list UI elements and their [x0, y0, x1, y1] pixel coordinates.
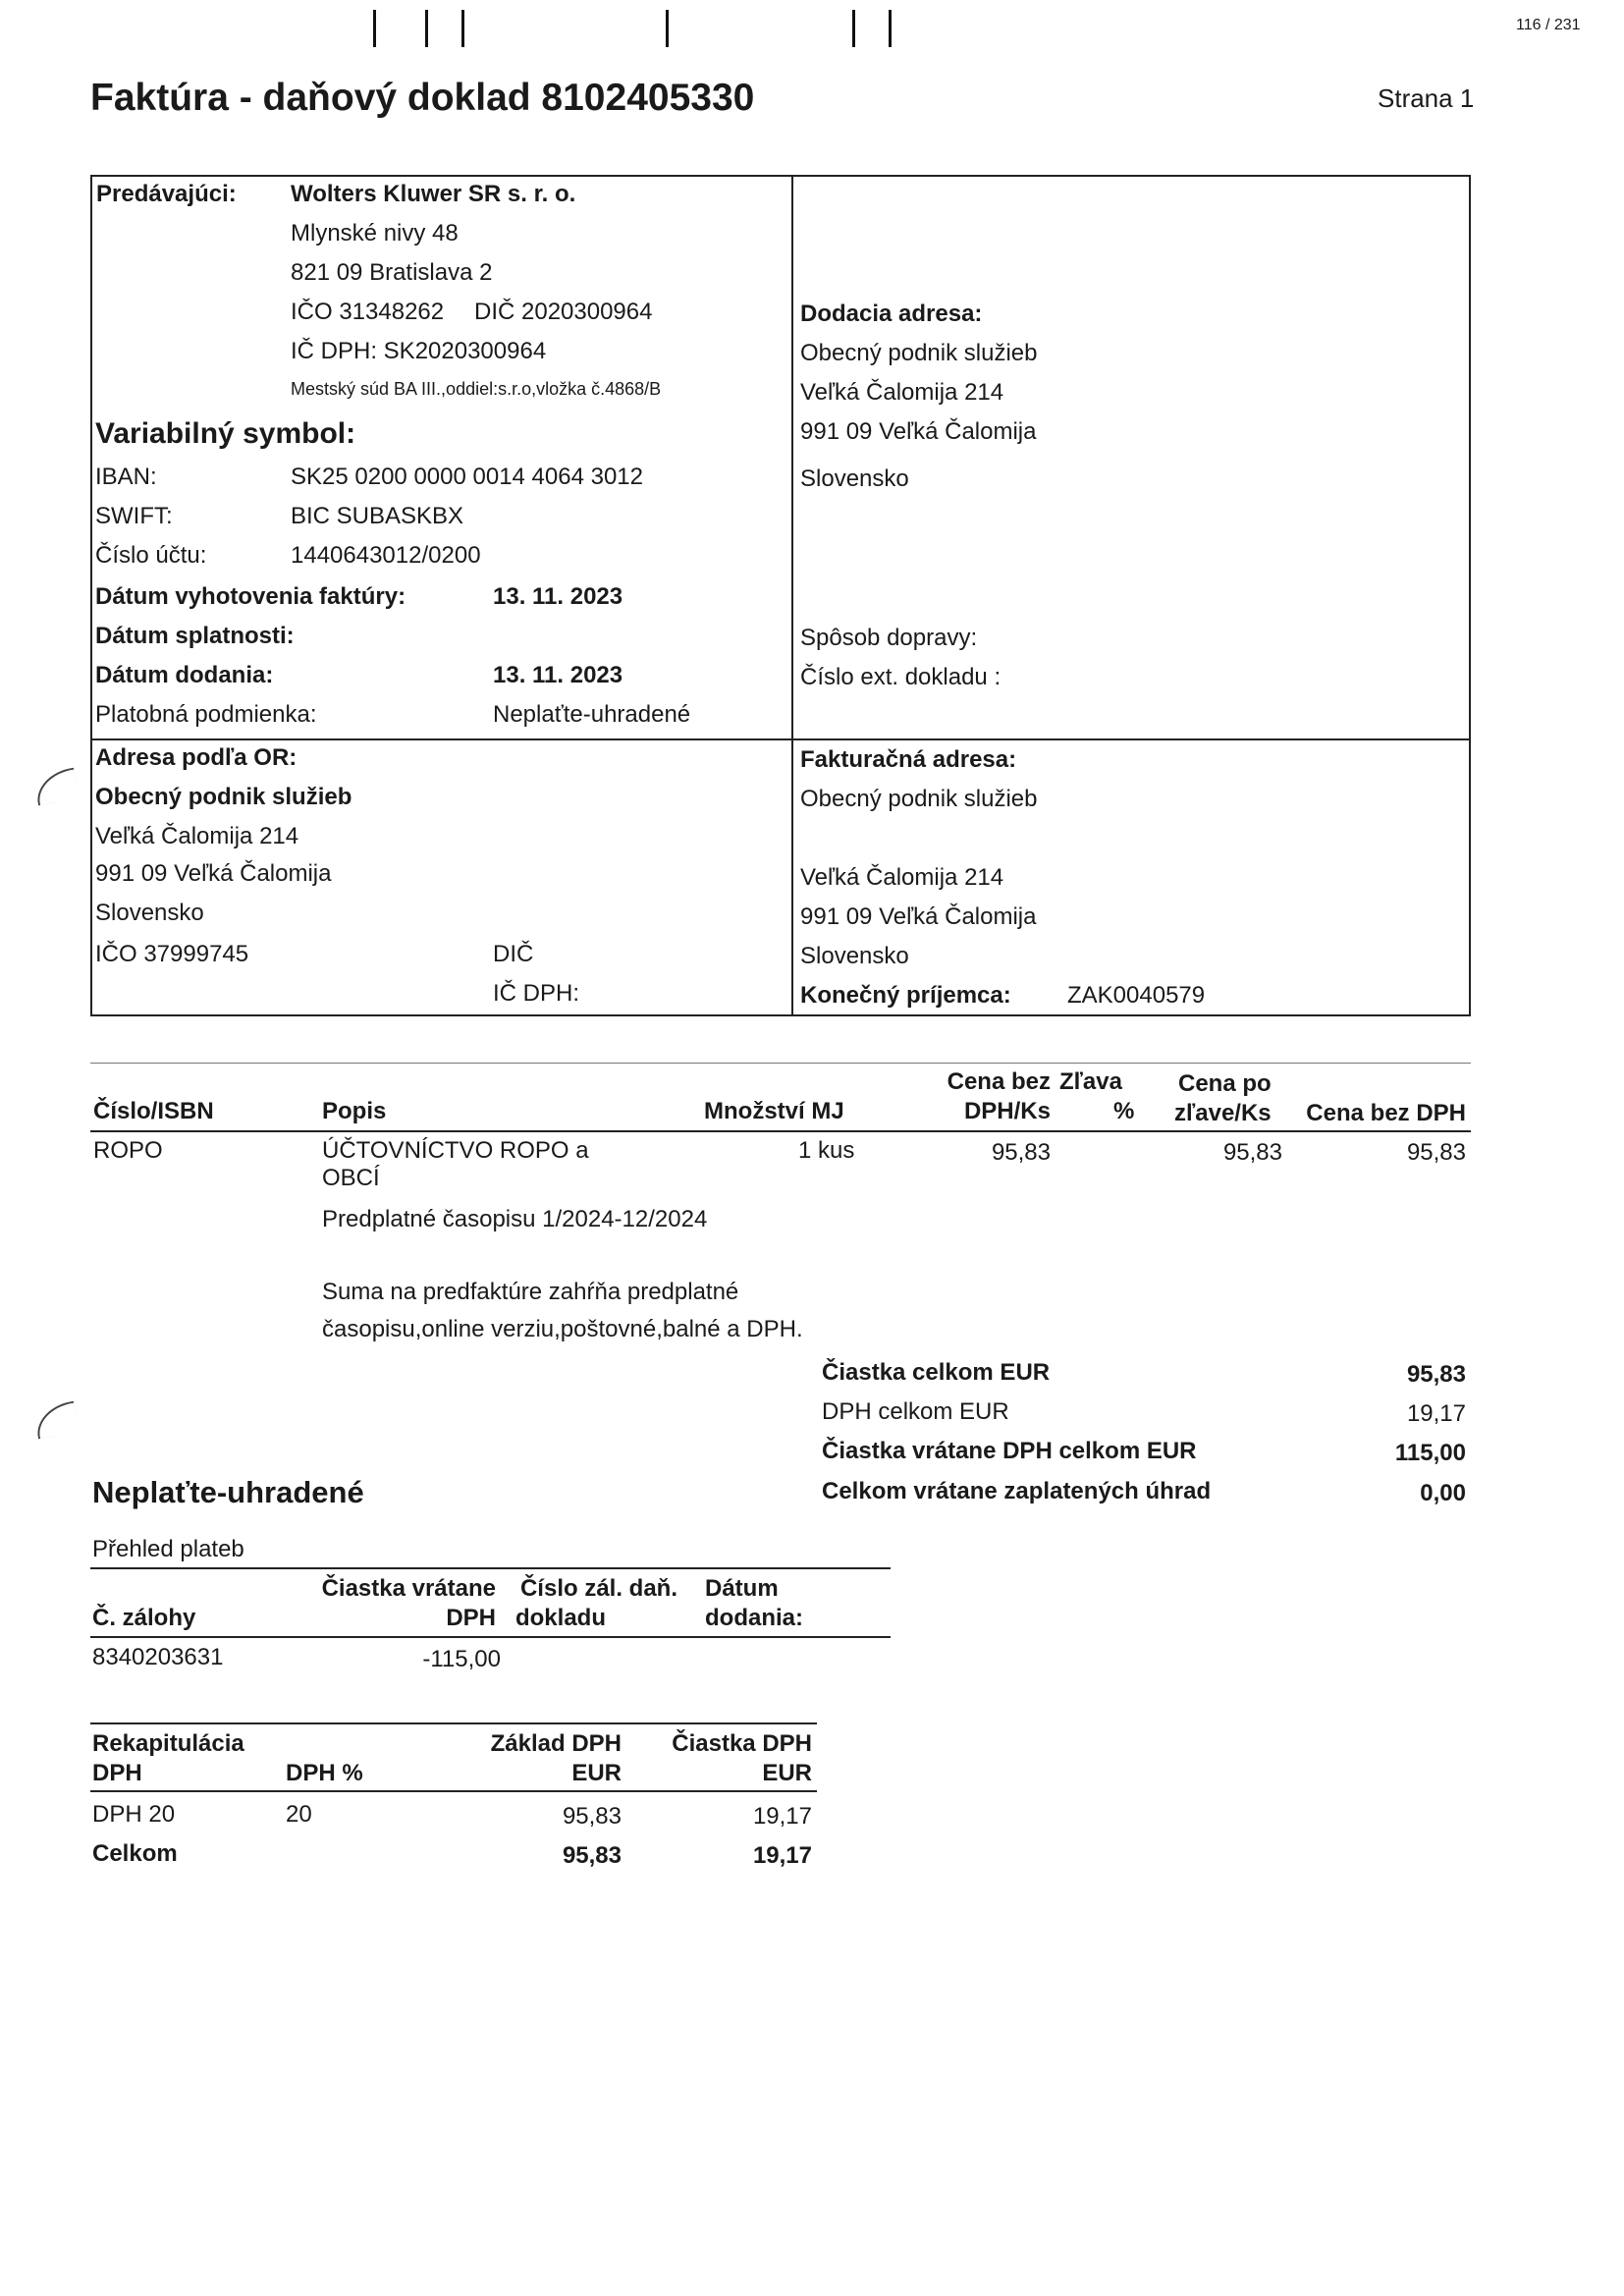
item-after-discount: 95,83	[1222, 1139, 1282, 1166]
transport-method-label: Spôsob dopravy:	[800, 625, 978, 651]
item-total: 95,83	[1406, 1139, 1466, 1166]
page-label: Strana 1	[1378, 83, 1475, 113]
recap-total-label: Celkom	[92, 1840, 178, 1867]
customer-ico: IČO 37999745	[95, 941, 249, 967]
iban-label: IBAN:	[95, 464, 157, 490]
incl-vat-total: 115,00	[1394, 1440, 1466, 1466]
recap-total-base: 95,83	[562, 1842, 622, 1869]
issue-date: 13. 11. 2023	[493, 583, 623, 610]
delivery-date: 13. 11. 2023	[493, 662, 623, 688]
or-address-country: Slovensko	[95, 900, 204, 926]
col-discount-line1: Zľava	[1059, 1068, 1122, 1095]
amount-total-label: Čiastka celkom EUR	[822, 1359, 1051, 1386]
vat-total: 19,17	[1406, 1400, 1466, 1427]
table-rule	[90, 1636, 891, 1638]
invoice-title: Faktúra - daňový doklad 8102405330	[90, 77, 755, 119]
scan-mark	[425, 10, 428, 47]
table-rule	[90, 1722, 817, 1724]
billing-address-city: 991 09 Veľká Čalomija	[800, 903, 1037, 930]
col-deposit-amount-line2: DPH	[446, 1605, 496, 1631]
customer-dic-label: DIČ	[493, 941, 534, 967]
col-after-discount-line1: Cena po	[1178, 1070, 1272, 1097]
delivery-address-label: Dodacia adresa:	[800, 301, 983, 327]
box-border	[90, 738, 1471, 740]
col-code: Číslo/ISBN	[93, 1098, 214, 1124]
item-price: 95,83	[991, 1139, 1051, 1166]
recap-col-vat-line1: Čiastka DPH	[672, 1730, 812, 1757]
item-note: Suma na predfaktúre zahŕňa predplatné	[322, 1279, 739, 1305]
scan-mark	[373, 10, 376, 47]
payments-title: Přehled plateb	[92, 1536, 244, 1562]
box-border	[90, 1014, 1471, 1016]
seller-street: Mlynské nivy 48	[291, 220, 459, 246]
account-value: 1440643012/0200	[291, 542, 481, 569]
table-rule	[90, 1567, 891, 1569]
payment-status: Neplaťte-uhradené	[92, 1475, 364, 1509]
incl-vat-total-label: Čiastka vrátane DPH celkom EUR	[822, 1438, 1197, 1464]
recap-col-pct: DPH %	[286, 1760, 363, 1786]
seller-label: Predávajúci:	[96, 181, 237, 207]
col-price-line1: Cena bez	[947, 1068, 1051, 1095]
or-address-name: Obecný podnik služieb	[95, 784, 352, 810]
swift-label: SWIFT:	[95, 503, 173, 529]
iban-value: SK25 0200 0000 0014 4064 3012	[291, 464, 644, 490]
deposit-amount: -115,00	[422, 1646, 501, 1672]
recap-row-base: 95,83	[562, 1803, 622, 1830]
table-rule	[90, 1790, 817, 1792]
seller-name: Wolters Kluwer SR s. r. o.	[291, 181, 576, 207]
delivery-address-line: Slovensko	[800, 465, 909, 492]
deposit-no: 8340203631	[92, 1644, 224, 1670]
item-note: Predplatné časopisu 1/2024-12/2024	[322, 1206, 708, 1232]
delivery-address-line: Veľká Čalomija 214	[800, 379, 1004, 406]
box-border	[90, 175, 1471, 177]
final-recipient-label: Konečný príjemca:	[800, 982, 1011, 1009]
recap-header-line1: Rekapitulácia	[92, 1730, 244, 1757]
box-border	[90, 175, 92, 1016]
vat-total-label: DPH celkom EUR	[822, 1398, 1009, 1425]
col-deposit-doc-line2: dokladu	[514, 1605, 606, 1631]
seller-dic: DIČ 2020300964	[474, 299, 653, 325]
recap-total-vat: 19,17	[752, 1842, 812, 1869]
delivery-address-line: 991 09 Veľká Čalomija	[800, 418, 1037, 445]
punch-hole-mark	[33, 1401, 80, 1440]
variable-symbol-label: Variabilný symbol:	[95, 417, 356, 450]
paid-total-label: Celkom vrátane zaplatených úhrad	[822, 1478, 1212, 1504]
col-qty: Množství MJ	[704, 1098, 844, 1124]
billing-address-country: Slovensko	[800, 943, 909, 969]
due-date-label: Dátum splatnosti:	[95, 623, 295, 649]
amount-total: 95,83	[1406, 1361, 1466, 1388]
box-border	[1469, 175, 1471, 1016]
table-rule	[90, 1130, 1471, 1132]
col-after-discount-line2: zľave/Ks	[1174, 1100, 1272, 1126]
recap-col-base-line2: EUR	[571, 1760, 622, 1786]
table-rule	[90, 1063, 1471, 1064]
recap-row-label: DPH 20	[92, 1801, 176, 1828]
swift-value: BIC SUBASKBX	[291, 503, 464, 529]
col-deposit-doc-line1: Číslo zál. daň.	[519, 1575, 677, 1602]
seller-icdph: IČ DPH: SK2020300964	[291, 338, 547, 364]
scan-mark	[666, 10, 669, 47]
item-desc-line2: OBCÍ	[322, 1165, 380, 1191]
billing-address-street: Veľká Čalomija 214	[800, 864, 1004, 891]
delivery-date-label: Dátum dodania:	[95, 662, 274, 688]
col-deposit-amount-line1: Čiastka vrátane	[321, 1575, 496, 1602]
item-note: časopisu,online verziu,poštovné,balné a DPH.	[322, 1316, 803, 1342]
punch-hole-mark	[33, 768, 80, 806]
issue-date-label: Dátum vyhotovenia faktúry:	[95, 583, 406, 610]
paid-total: 0,00	[1420, 1480, 1466, 1506]
recap-header-line2: DPH	[92, 1760, 142, 1786]
customer-icdph-label: IČ DPH:	[493, 980, 580, 1007]
scan-mark	[889, 10, 892, 47]
recap-col-vat-line2: EUR	[762, 1760, 812, 1786]
col-deposit-no: Č. zálohy	[92, 1605, 196, 1631]
billing-address-name: Obecný podnik služieb	[800, 786, 1038, 812]
col-price-line2: DPH/Ks	[963, 1098, 1051, 1124]
scan-mark	[461, 10, 464, 47]
or-address-label: Adresa podľa OR:	[95, 744, 298, 771]
ext-doc-label: Číslo ext. dokladu :	[800, 664, 1001, 690]
item-qty: 1 kus	[798, 1137, 855, 1164]
col-total: Cena bez DPH	[1306, 1100, 1466, 1126]
item-desc-line1: ÚČTOVNÍCTVO ROPO a	[322, 1137, 589, 1164]
delivery-address-line: Obecný podnik služieb	[800, 340, 1038, 366]
col-deposit-date-line2: dodania:	[705, 1605, 803, 1631]
col-deposit-date-line1: Dátum	[705, 1575, 779, 1602]
recap-row-pct: 20	[286, 1801, 312, 1828]
account-label: Číslo účtu:	[95, 542, 207, 569]
page-counter: 116 / 231	[1516, 17, 1581, 33]
seller-city: 821 09 Bratislava 2	[291, 259, 493, 286]
col-discount-line2: %	[1113, 1098, 1135, 1124]
final-recipient: ZAK0040579	[1067, 982, 1206, 1009]
payment-terms: Neplaťte-uhradené	[493, 701, 691, 728]
or-address-street: Veľká Čalomija 214	[95, 823, 299, 849]
payment-terms-label: Platobná podmienka:	[95, 701, 317, 728]
seller-ico: IČO 31348262	[291, 299, 445, 325]
box-border	[791, 175, 793, 1016]
recap-row-vat: 19,17	[752, 1803, 812, 1830]
col-desc: Popis	[322, 1098, 387, 1124]
seller-register: Mestský súd BA III.,oddiel:s.r.o,vložka č.4868/B	[291, 379, 662, 399]
scan-mark	[852, 10, 855, 47]
recap-col-base-line1: Základ DPH	[490, 1730, 622, 1757]
or-address-city: 991 09 Veľká Čalomija	[95, 860, 332, 887]
billing-address-label: Fakturačná adresa:	[800, 746, 1017, 773]
item-code: ROPO	[93, 1137, 163, 1164]
